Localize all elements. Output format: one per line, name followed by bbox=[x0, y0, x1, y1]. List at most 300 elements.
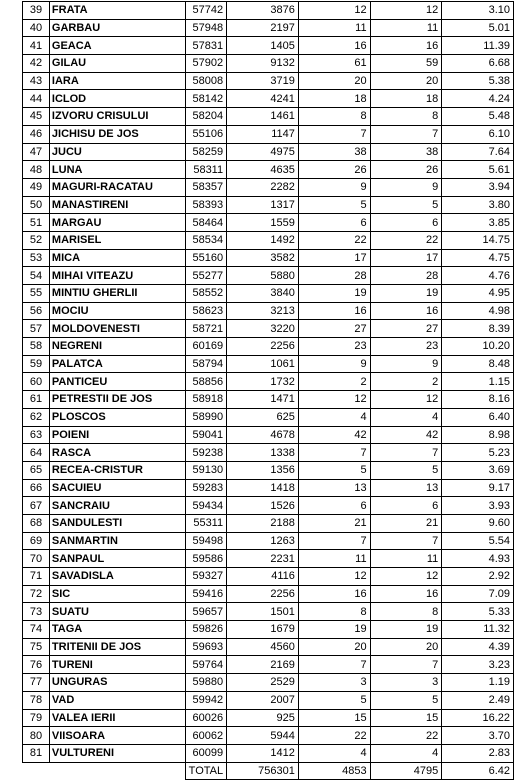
locality-name-cell: UNGURAS bbox=[49, 674, 185, 692]
percent-cell: 2.49 bbox=[442, 691, 514, 709]
row-number-cell: 54 bbox=[23, 267, 50, 285]
locality-name-cell: RASCA bbox=[49, 444, 185, 462]
count-b-cell: 13 bbox=[370, 479, 442, 497]
locality-name-cell: SANDULESTI bbox=[49, 514, 185, 532]
population-cell: 2231 bbox=[227, 550, 299, 568]
table-row bbox=[23, 267, 514, 285]
percent-cell: 7.64 bbox=[442, 143, 514, 161]
count-a-cell: 13 bbox=[298, 479, 370, 497]
count-b-cell: 8 bbox=[370, 108, 442, 126]
table-row bbox=[23, 621, 514, 639]
locality-name-cell: SANMARTIN bbox=[49, 532, 185, 550]
percent-cell: 5.54 bbox=[442, 532, 514, 550]
count-b-cell: 2 bbox=[370, 373, 442, 391]
count-b-cell: 8 bbox=[370, 603, 442, 621]
locality-name-cell: MOCIU bbox=[49, 302, 185, 320]
code-cell: 59586 bbox=[185, 550, 226, 568]
count-b-cell: 26 bbox=[370, 161, 442, 179]
count-a-cell: 7 bbox=[298, 532, 370, 550]
count-b-cell: 28 bbox=[370, 267, 442, 285]
locality-name-cell: MARISEL bbox=[49, 231, 185, 249]
table-row bbox=[23, 285, 514, 303]
code-cell: 59416 bbox=[185, 585, 226, 603]
row-number-cell: 61 bbox=[23, 391, 50, 409]
count-a-cell: 19 bbox=[298, 285, 370, 303]
total-col-b: 4795 bbox=[370, 762, 442, 780]
count-b-cell: 9 bbox=[370, 355, 442, 373]
count-a-cell: 8 bbox=[298, 108, 370, 126]
table-row bbox=[23, 161, 514, 179]
code-cell: 60169 bbox=[185, 338, 226, 356]
count-b-cell: 59 bbox=[370, 55, 442, 73]
locality-name-cell: MIHAI VITEAZU bbox=[49, 267, 185, 285]
row-number-cell: 59 bbox=[23, 355, 50, 373]
locality-name-cell: LUNA bbox=[49, 161, 185, 179]
percent-cell: 11.32 bbox=[442, 621, 514, 639]
code-cell: 58552 bbox=[185, 285, 226, 303]
population-cell: 4975 bbox=[227, 143, 299, 161]
code-cell: 59498 bbox=[185, 532, 226, 550]
percent-cell: 8.16 bbox=[442, 391, 514, 409]
count-a-cell: 22 bbox=[298, 727, 370, 745]
row-number-cell: 41 bbox=[23, 37, 50, 55]
code-cell: 59880 bbox=[185, 674, 226, 692]
row-number-cell: 63 bbox=[23, 426, 50, 444]
locality-name-cell: IZVORU CRISULUI bbox=[49, 108, 185, 126]
percent-cell: 5.23 bbox=[442, 444, 514, 462]
locality-name-cell: SANPAUL bbox=[49, 550, 185, 568]
row-number-cell: 78 bbox=[23, 691, 50, 709]
row-number-cell: 70 bbox=[23, 550, 50, 568]
percent-cell: 5.48 bbox=[442, 108, 514, 126]
count-a-cell: 6 bbox=[298, 497, 370, 515]
percent-cell: 8.98 bbox=[442, 426, 514, 444]
population-cell: 4678 bbox=[227, 426, 299, 444]
count-a-cell: 5 bbox=[298, 461, 370, 479]
percent-cell: 4.98 bbox=[442, 302, 514, 320]
population-cell: 9132 bbox=[227, 55, 299, 73]
row-number-cell: 76 bbox=[23, 656, 50, 674]
row-number-cell: 75 bbox=[23, 638, 50, 656]
row-number-cell: 67 bbox=[23, 497, 50, 515]
locality-name-cell: PANTICEU bbox=[49, 373, 185, 391]
population-cell: 1338 bbox=[227, 444, 299, 462]
percent-cell: 7.09 bbox=[442, 585, 514, 603]
locality-name-cell: SIC bbox=[49, 585, 185, 603]
row-number-cell: 81 bbox=[23, 744, 50, 762]
locality-name-cell: JICHISU DE JOS bbox=[49, 125, 185, 143]
population-cell: 1526 bbox=[227, 497, 299, 515]
count-a-cell: 28 bbox=[298, 267, 370, 285]
percent-cell: 9.60 bbox=[442, 514, 514, 532]
table-row bbox=[23, 426, 514, 444]
population-cell: 1461 bbox=[227, 108, 299, 126]
count-b-cell: 4 bbox=[370, 744, 442, 762]
row-number-cell: 42 bbox=[23, 55, 50, 73]
locality-name-cell: TURENI bbox=[49, 656, 185, 674]
locality-name-cell: RECEA-CRISTUR bbox=[49, 461, 185, 479]
count-b-cell: 21 bbox=[370, 514, 442, 532]
total-population: 756301 bbox=[227, 762, 299, 780]
count-a-cell: 15 bbox=[298, 709, 370, 727]
percent-cell: 3.85 bbox=[442, 214, 514, 232]
count-b-cell: 7 bbox=[370, 656, 442, 674]
percent-cell: 14.75 bbox=[442, 231, 514, 249]
table-row bbox=[23, 638, 514, 656]
count-a-cell: 7 bbox=[298, 656, 370, 674]
code-cell: 58393 bbox=[185, 196, 226, 214]
row-number-cell: 71 bbox=[23, 568, 50, 586]
count-b-cell: 12 bbox=[370, 568, 442, 586]
population-cell: 4116 bbox=[227, 568, 299, 586]
count-a-cell: 16 bbox=[298, 302, 370, 320]
count-b-cell: 15 bbox=[370, 709, 442, 727]
table-row bbox=[23, 461, 514, 479]
code-cell: 58623 bbox=[185, 302, 226, 320]
count-b-cell: 12 bbox=[370, 391, 442, 409]
count-a-cell: 16 bbox=[298, 37, 370, 55]
count-a-cell: 27 bbox=[298, 320, 370, 338]
code-cell: 58204 bbox=[185, 108, 226, 126]
code-cell: 55277 bbox=[185, 267, 226, 285]
code-cell: 59657 bbox=[185, 603, 226, 621]
code-cell: 59130 bbox=[185, 461, 226, 479]
count-b-cell: 22 bbox=[370, 727, 442, 745]
locality-name-cell: MINTIU GHERLII bbox=[49, 285, 185, 303]
percent-cell: 3.94 bbox=[442, 178, 514, 196]
count-b-cell: 19 bbox=[370, 285, 442, 303]
locality-name-cell: FRATA bbox=[49, 2, 185, 20]
population-cell: 1147 bbox=[227, 125, 299, 143]
code-cell: 58142 bbox=[185, 90, 226, 108]
row-number-cell: 80 bbox=[23, 727, 50, 745]
row-number-cell: 51 bbox=[23, 214, 50, 232]
table-row bbox=[23, 497, 514, 515]
count-b-cell: 18 bbox=[370, 90, 442, 108]
code-cell: 57902 bbox=[185, 55, 226, 73]
row-number-cell: 48 bbox=[23, 161, 50, 179]
population-cell: 1317 bbox=[227, 196, 299, 214]
code-cell: 59764 bbox=[185, 656, 226, 674]
row-number-cell: 57 bbox=[23, 320, 50, 338]
locality-name-cell: MAGURI-RACATAU bbox=[49, 178, 185, 196]
table-row bbox=[23, 320, 514, 338]
locality-name-cell: GILAU bbox=[49, 55, 185, 73]
table-row bbox=[23, 656, 514, 674]
count-b-cell: 11 bbox=[370, 19, 442, 37]
table-row bbox=[23, 231, 514, 249]
percent-cell: 6.40 bbox=[442, 408, 514, 426]
percent-cell: 2.83 bbox=[442, 744, 514, 762]
count-b-cell: 4 bbox=[370, 408, 442, 426]
table-row bbox=[23, 214, 514, 232]
percent-cell: 3.93 bbox=[442, 497, 514, 515]
count-b-cell: 16 bbox=[370, 585, 442, 603]
row-number-cell: 49 bbox=[23, 178, 50, 196]
code-cell: 58990 bbox=[185, 408, 226, 426]
population-cell: 1679 bbox=[227, 621, 299, 639]
count-a-cell: 42 bbox=[298, 426, 370, 444]
locality-name-cell: POIENI bbox=[49, 426, 185, 444]
table-row bbox=[23, 249, 514, 267]
row-number-cell: 45 bbox=[23, 108, 50, 126]
code-cell: 55160 bbox=[185, 249, 226, 267]
table-row bbox=[23, 108, 514, 126]
table-row bbox=[23, 90, 514, 108]
total-row bbox=[23, 762, 514, 780]
table-row bbox=[23, 373, 514, 391]
table-row bbox=[23, 355, 514, 373]
count-a-cell: 26 bbox=[298, 161, 370, 179]
table-row bbox=[23, 338, 514, 356]
percent-cell: 4.95 bbox=[442, 285, 514, 303]
code-cell: 60062 bbox=[185, 727, 226, 745]
row-number-cell: 39 bbox=[23, 2, 50, 20]
row-number-cell: 72 bbox=[23, 585, 50, 603]
percent-cell: 3.69 bbox=[442, 461, 514, 479]
count-a-cell: 38 bbox=[298, 143, 370, 161]
percent-cell: 11.39 bbox=[442, 37, 514, 55]
population-cell: 3220 bbox=[227, 320, 299, 338]
code-cell: 58721 bbox=[185, 320, 226, 338]
count-b-cell: 7 bbox=[370, 125, 442, 143]
code-cell: 55311 bbox=[185, 514, 226, 532]
percent-cell: 6.10 bbox=[442, 125, 514, 143]
count-a-cell: 3 bbox=[298, 674, 370, 692]
locality-name-cell: SAVADISLA bbox=[49, 568, 185, 586]
locality-name-cell: GEACA bbox=[49, 37, 185, 55]
percent-cell: 8.48 bbox=[442, 355, 514, 373]
count-a-cell: 20 bbox=[298, 638, 370, 656]
row-number-cell: 69 bbox=[23, 532, 50, 550]
percent-cell: 5.33 bbox=[442, 603, 514, 621]
total-blank-cell bbox=[49, 762, 185, 780]
population-cell: 1732 bbox=[227, 373, 299, 391]
locality-name-cell: TAGA bbox=[49, 621, 185, 639]
row-number-cell: 47 bbox=[23, 143, 50, 161]
percent-cell: 2.92 bbox=[442, 568, 514, 586]
total-blank-cell bbox=[23, 762, 50, 780]
percent-cell: 1.19 bbox=[442, 674, 514, 692]
population-cell: 925 bbox=[227, 709, 299, 727]
row-number-cell: 64 bbox=[23, 444, 50, 462]
locality-name-cell: PLOSCOS bbox=[49, 408, 185, 426]
table-row bbox=[23, 2, 514, 20]
population-cell: 1412 bbox=[227, 744, 299, 762]
code-cell: 58794 bbox=[185, 355, 226, 373]
percent-cell: 4.93 bbox=[442, 550, 514, 568]
count-a-cell: 2 bbox=[298, 373, 370, 391]
code-cell: 58008 bbox=[185, 72, 226, 90]
table-row bbox=[23, 674, 514, 692]
count-a-cell: 11 bbox=[298, 19, 370, 37]
table-row bbox=[23, 709, 514, 727]
population-cell: 2007 bbox=[227, 691, 299, 709]
row-number-cell: 44 bbox=[23, 90, 50, 108]
code-cell: 60026 bbox=[185, 709, 226, 727]
table-row bbox=[23, 391, 514, 409]
count-b-cell: 5 bbox=[370, 691, 442, 709]
row-number-cell: 56 bbox=[23, 302, 50, 320]
table-row bbox=[23, 302, 514, 320]
count-a-cell: 17 bbox=[298, 249, 370, 267]
population-cell: 2169 bbox=[227, 656, 299, 674]
population-cell: 1418 bbox=[227, 479, 299, 497]
percent-cell: 9.17 bbox=[442, 479, 514, 497]
table-row bbox=[23, 514, 514, 532]
table-row bbox=[23, 72, 514, 90]
count-a-cell: 22 bbox=[298, 231, 370, 249]
percent-cell: 8.39 bbox=[442, 320, 514, 338]
percent-cell: 5.38 bbox=[442, 72, 514, 90]
count-a-cell: 19 bbox=[298, 621, 370, 639]
count-a-cell: 5 bbox=[298, 196, 370, 214]
locality-name-cell: MANASTIRENI bbox=[49, 196, 185, 214]
percent-cell: 5.01 bbox=[442, 19, 514, 37]
row-number-cell: 55 bbox=[23, 285, 50, 303]
table-row bbox=[23, 444, 514, 462]
code-cell: 58534 bbox=[185, 231, 226, 249]
table-row bbox=[23, 196, 514, 214]
code-cell: 57831 bbox=[185, 37, 226, 55]
count-b-cell: 27 bbox=[370, 320, 442, 338]
row-number-cell: 52 bbox=[23, 231, 50, 249]
population-cell: 3213 bbox=[227, 302, 299, 320]
count-b-cell: 6 bbox=[370, 497, 442, 515]
population-cell: 2529 bbox=[227, 674, 299, 692]
code-cell: 59693 bbox=[185, 638, 226, 656]
population-cell: 3840 bbox=[227, 285, 299, 303]
row-number-cell: 68 bbox=[23, 514, 50, 532]
table-row bbox=[23, 19, 514, 37]
table-row bbox=[23, 550, 514, 568]
population-cell: 4241 bbox=[227, 90, 299, 108]
table-row bbox=[23, 727, 514, 745]
row-number-cell: 65 bbox=[23, 461, 50, 479]
row-number-cell: 50 bbox=[23, 196, 50, 214]
code-cell: 59283 bbox=[185, 479, 226, 497]
count-a-cell: 6 bbox=[298, 214, 370, 232]
count-b-cell: 16 bbox=[370, 302, 442, 320]
locality-name-cell: PETRESTII DE JOS bbox=[49, 391, 185, 409]
locality-name-cell: VULTURENI bbox=[49, 744, 185, 762]
locality-name-cell: SACUIEU bbox=[49, 479, 185, 497]
locality-name-cell: VALEA IERII bbox=[49, 709, 185, 727]
row-number-cell: 79 bbox=[23, 709, 50, 727]
row-number-cell: 53 bbox=[23, 249, 50, 267]
count-b-cell: 16 bbox=[370, 37, 442, 55]
locality-name-cell: NEGRENI bbox=[49, 338, 185, 356]
table-row bbox=[23, 408, 514, 426]
locality-name-cell: IARA bbox=[49, 72, 185, 90]
code-cell: 58311 bbox=[185, 161, 226, 179]
count-a-cell: 9 bbox=[298, 355, 370, 373]
count-b-cell: 20 bbox=[370, 638, 442, 656]
locality-name-cell: VAD bbox=[49, 691, 185, 709]
count-a-cell: 12 bbox=[298, 2, 370, 20]
count-a-cell: 16 bbox=[298, 585, 370, 603]
table-row bbox=[23, 603, 514, 621]
code-cell: 58464 bbox=[185, 214, 226, 232]
count-a-cell: 5 bbox=[298, 691, 370, 709]
count-b-cell: 5 bbox=[370, 461, 442, 479]
percent-cell: 4.76 bbox=[442, 267, 514, 285]
population-cell: 1061 bbox=[227, 355, 299, 373]
row-number-cell: 58 bbox=[23, 338, 50, 356]
percent-cell: 3.10 bbox=[442, 2, 514, 20]
percent-cell: 3.80 bbox=[442, 196, 514, 214]
percent-cell: 5.61 bbox=[442, 161, 514, 179]
code-cell: 59327 bbox=[185, 568, 226, 586]
code-cell: 57742 bbox=[185, 2, 226, 20]
code-cell: 59238 bbox=[185, 444, 226, 462]
population-cell: 3719 bbox=[227, 72, 299, 90]
code-cell: 58259 bbox=[185, 143, 226, 161]
percent-cell: 4.39 bbox=[442, 638, 514, 656]
population-cell: 1559 bbox=[227, 214, 299, 232]
table-row bbox=[23, 178, 514, 196]
locality-name-cell: GARBAU bbox=[49, 19, 185, 37]
total-percent: 6.42 bbox=[442, 762, 514, 780]
population-cell: 1356 bbox=[227, 461, 299, 479]
count-a-cell: 18 bbox=[298, 90, 370, 108]
count-b-cell: 20 bbox=[370, 72, 442, 90]
table-row bbox=[23, 744, 514, 762]
code-cell: 59434 bbox=[185, 497, 226, 515]
count-b-cell: 12 bbox=[370, 2, 442, 20]
population-cell: 5944 bbox=[227, 727, 299, 745]
count-a-cell: 4 bbox=[298, 744, 370, 762]
population-cell: 1263 bbox=[227, 532, 299, 550]
percent-cell: 4.24 bbox=[442, 90, 514, 108]
count-b-cell: 42 bbox=[370, 426, 442, 444]
percent-cell: 10.20 bbox=[442, 338, 514, 356]
table-row bbox=[23, 568, 514, 586]
locality-name-cell: SUATU bbox=[49, 603, 185, 621]
table-body bbox=[23, 2, 514, 763]
row-number-cell: 66 bbox=[23, 479, 50, 497]
population-cell: 1405 bbox=[227, 37, 299, 55]
count-a-cell: 12 bbox=[298, 391, 370, 409]
percent-cell: 4.75 bbox=[442, 249, 514, 267]
code-cell: 60099 bbox=[185, 744, 226, 762]
total-col-a: 4853 bbox=[298, 762, 370, 780]
count-a-cell: 21 bbox=[298, 514, 370, 532]
count-a-cell: 23 bbox=[298, 338, 370, 356]
population-cell: 5880 bbox=[227, 267, 299, 285]
count-a-cell: 8 bbox=[298, 603, 370, 621]
population-cell: 2282 bbox=[227, 178, 299, 196]
population-cell: 1501 bbox=[227, 603, 299, 621]
population-cell: 1471 bbox=[227, 391, 299, 409]
count-a-cell: 4 bbox=[298, 408, 370, 426]
code-cell: 59041 bbox=[185, 426, 226, 444]
locality-table bbox=[22, 1, 514, 780]
locality-name-cell: JUCU bbox=[49, 143, 185, 161]
locality-name-cell: SANCRAIU bbox=[49, 497, 185, 515]
count-a-cell: 12 bbox=[298, 568, 370, 586]
count-a-cell: 9 bbox=[298, 178, 370, 196]
table-row bbox=[23, 125, 514, 143]
population-cell: 2256 bbox=[227, 585, 299, 603]
code-cell: 58357 bbox=[185, 178, 226, 196]
row-number-cell: 77 bbox=[23, 674, 50, 692]
count-b-cell: 11 bbox=[370, 550, 442, 568]
count-b-cell: 22 bbox=[370, 231, 442, 249]
code-cell: 58856 bbox=[185, 373, 226, 391]
population-cell: 4635 bbox=[227, 161, 299, 179]
population-cell: 3876 bbox=[227, 2, 299, 20]
